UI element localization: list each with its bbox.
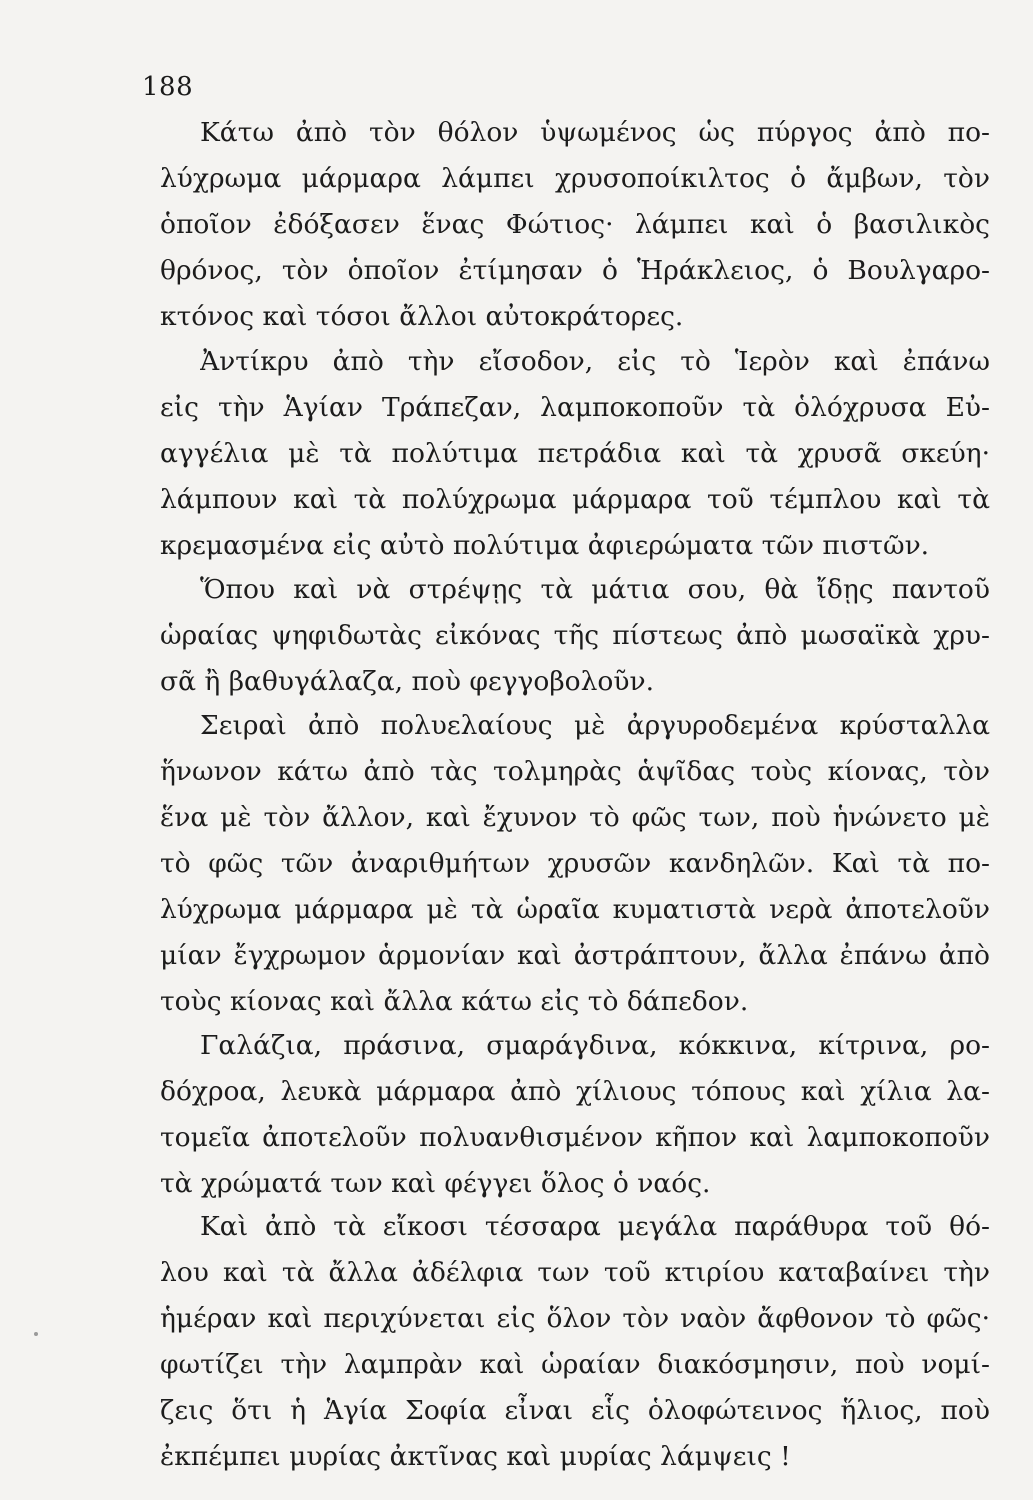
text-line: τοὺς κίονας καὶ ἄλλα κάτω εἰς τὸ δάπεδον. bbox=[160, 986, 749, 1017]
text-line: θρόνος, τὸν ὁποῖον ἐτίμησαν ὁ Ἡράκλειος, ὁ Βουλγαρο- bbox=[160, 255, 990, 286]
text-line: ὁποῖον ἐδόξασεν ἕνας Φώτιος· λάμπει καὶ ὁ βασιλικὸς bbox=[160, 209, 990, 240]
text-line: κρεμασμένα εἰς αὐτὸ πολύτιμα ἀφιερώματα τῶν πιστῶν. bbox=[160, 530, 930, 561]
text-line: τομεῖα ἀποτελοῦν πολυανθισμένον κῆπον καὶ λαμποκοποῦν bbox=[160, 1122, 990, 1153]
text-line: ζεις ὅτι ἡ Ἁγία Σοφία εἶναι εἷς ὁλοφώτεινος ἥλιος, ποὺ bbox=[160, 1395, 990, 1426]
text-line: τὰ χρώματά των καὶ φέγγει ὅλος ὁ ναός. bbox=[160, 1168, 711, 1199]
text-line: Γαλάζια, πράσινα, σμαράγδινα, κόκκινα, κίτρινα, ρο- bbox=[200, 1030, 990, 1061]
text-line: λου καὶ τὰ ἄλλα ἀδέλφια των τοῦ κτιρίου καταβαίνει τὴν bbox=[160, 1257, 990, 1288]
text-line: τὸ φῶς τῶν ἀναριθμήτων χρυσῶν κανδηλῶν. Καὶ τὰ πο- bbox=[160, 848, 990, 879]
text-line: εἰς τὴν Ἁγίαν Τράπεζαν, λαμποκοποῦν τὰ ὁλόχρυσα Εὐ- bbox=[160, 392, 990, 423]
text-line: λύχρωμα μάρμαρα μὲ τὰ ὡραῖα κυματιστὰ νερὰ ἀποτελοῦν bbox=[160, 894, 990, 925]
text-line: μίαν ἔγχρωμον ἁρμονίαν καὶ ἀστράπτουν, ἄλλα ἐπάνω ἀπὸ bbox=[160, 940, 990, 971]
text-line: κτόνος καὶ τόσοι ἄλλοι αὐτοκράτορες. bbox=[160, 301, 684, 332]
text-line: ἕνα μὲ τὸν ἄλλον, καὶ ἔχυνον τὸ φῶς των, ποὺ ἡνώνετο μὲ bbox=[160, 802, 990, 833]
text-line: Ὅπου καὶ νὰ στρέψῃς τὰ μάτια σου, θὰ ἴδῃς παντοῦ bbox=[200, 574, 990, 605]
text-line: φωτίζει τὴν λαμπρὰν καὶ ὡραίαν διακόσμησιν, ποὺ νομί- bbox=[160, 1349, 990, 1380]
text-line: ἐκπέμπει μυρίας ἀκτῖνας καὶ μυρίας λάμψεις ! bbox=[160, 1441, 791, 1472]
text-line: σᾶ ἢ βαθυγάλαζα, ποὺ φεγγοβολοῦν. bbox=[160, 666, 655, 697]
text-line: ἥνωνον κάτω ἀπὸ τὰς τολμηρὰς ἁψῖδας τοὺς κίονας, τὸν bbox=[160, 756, 990, 787]
text-line: αγγέλια μὲ τὰ πολύτιμα πετράδια καὶ τὰ χρυσᾶ σκεύη· bbox=[160, 438, 990, 469]
text-line: Κάτω ἀπὸ τὸν θόλον ὑψωμένος ὡς πύργος ἀπὸ πο- bbox=[200, 117, 990, 148]
text-line: Σειραὶ ἀπὸ πολυελαίους μὲ ἀργυροδεμένα κρύσταλλα bbox=[200, 710, 990, 741]
text-line: Καὶ ἀπὸ τὰ εἴκοσι τέσσαρα μεγάλα παράθυρα τοῦ θό- bbox=[200, 1211, 990, 1242]
text-line: ἡμέραν καὶ περιχύνεται εἰς ὅλον τὸν ναὸν ἄφθονον τὸ φῶς· bbox=[160, 1303, 990, 1334]
text-line: ὡραίας ψηφιδωτὰς εἰκόνας τῆς πίστεως ἀπὸ μωσαϊκὰ χρυ- bbox=[160, 620, 990, 651]
text-line: δόχροα, λευκὰ μάρμαρα ἀπὸ χίλιους τόπους καὶ χίλια λα- bbox=[160, 1076, 990, 1107]
page-number: 188 bbox=[142, 72, 194, 102]
text-line: λάμπουν καὶ τὰ πολύχρωμα μάρμαρα τοῦ τέμπλου καὶ τὰ bbox=[160, 484, 990, 515]
paper-speck bbox=[34, 1332, 38, 1336]
text-line: Ἀντίκρυ ἀπὸ τὴν εἴσοδον, εἰς τὸ Ἱερὸν καὶ ἐπάνω bbox=[200, 346, 990, 377]
text-line: λύχρωμα μάρμαρα λάμπει χρυσοποίκιλτος ὁ ἄμβων, τὸν bbox=[160, 163, 990, 194]
